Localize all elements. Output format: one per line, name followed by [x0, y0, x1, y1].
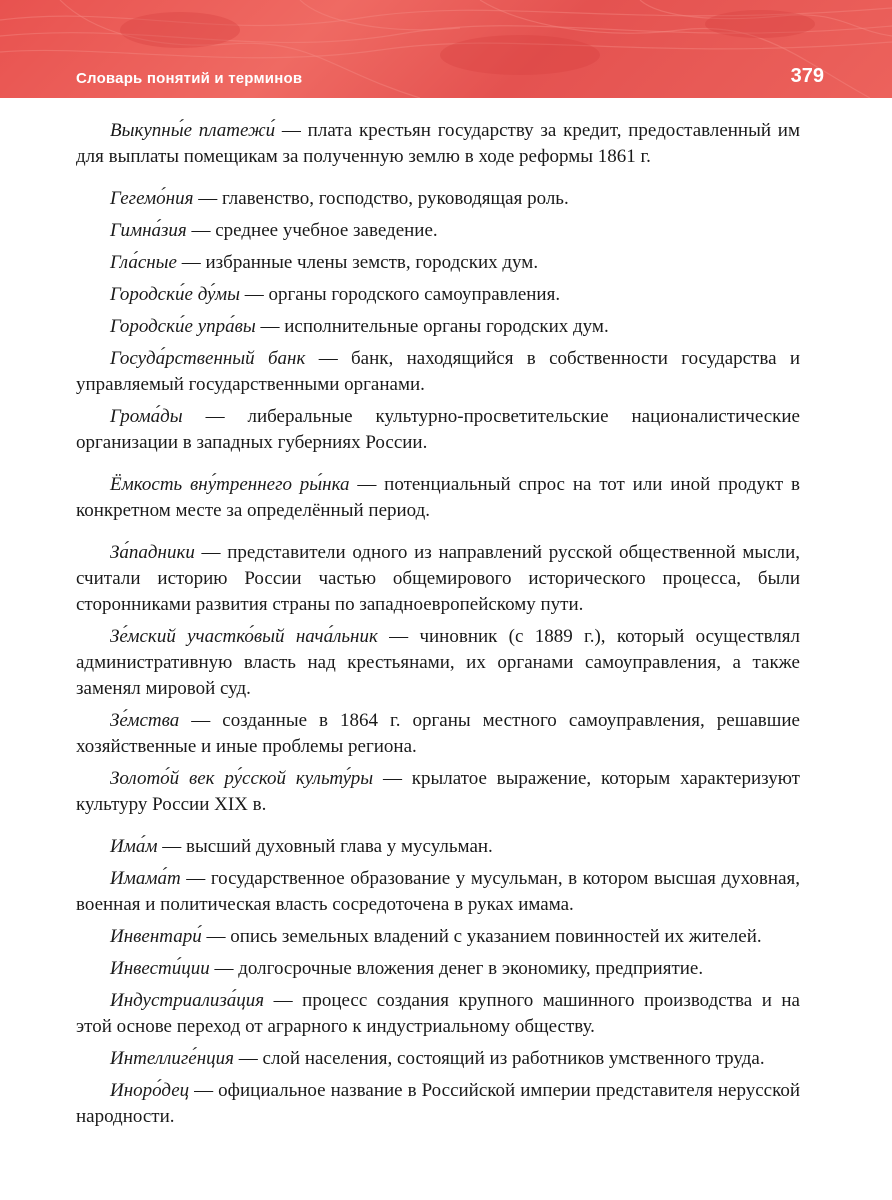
entry-definition: — главенство, господство, руководящая роль. [193, 188, 569, 209]
section-title: Словарь понятий и терминов [76, 70, 303, 87]
entry-definition: — органы городского самоуправления. [240, 284, 561, 305]
entry-definition: — либеральные культурно-просветительские националистические организации в западных губерниях России. [76, 406, 800, 453]
entry-term: Госуда́рственный банк [110, 348, 306, 369]
entry-term: Гегемо́ния [110, 188, 194, 209]
entry-definition: — государственное образование у мусульман, в котором высшая духовная, военная и политическая власть сосредоточена в руках имама. [76, 868, 800, 915]
glossary-entry [76, 250, 800, 276]
glossary-content [76, 118, 800, 1136]
entry-term: Зе́мства [110, 710, 180, 731]
glossary-entry [76, 540, 800, 618]
entry-term: Золото́й век ру́сской культу́ры [110, 768, 374, 789]
entry-term: Выкупны́е платежи́ [110, 120, 276, 141]
entry-term: Грома́ды [110, 406, 183, 427]
glossary-entry [76, 956, 800, 982]
entry-term: Има́м [110, 836, 158, 857]
glossary-entry [76, 1078, 800, 1130]
entry-term: Городски́е ду́мы [110, 284, 241, 305]
entry-definition: — высший духовный глава у мусульман. [157, 836, 493, 857]
entry-definition: — чиновник (с 1889 г.), который осуществлял административную власть над крестьянами, их органами самоуправления, а также заменял мировой суд. [76, 626, 800, 699]
glossary-entry [76, 218, 800, 244]
entry-definition: — долгосрочные вложения денег в экономику, предприятие. [209, 958, 704, 979]
entry-definition: — официальное название в Российской империи представителя нерусской народности. [76, 1080, 800, 1127]
entry-term: Инвентари́ [110, 926, 202, 947]
entry-definition: — исполнительные органы городских дум. [255, 316, 609, 337]
glossary-entry [76, 1046, 800, 1072]
entry-term: Инвести́ции [110, 958, 210, 979]
glossary-entry [76, 866, 800, 918]
entry-definition: — представители одного из направлений русской общественной мысли, считали историю России частью общемирового исторического процесса, были сторонниками развития страны по западноевропейскому пути. [76, 542, 800, 615]
entry-term: Иноро́дец [110, 1080, 190, 1101]
entry-definition: — процесс создания крупного машинного производства и на этой основе переход от аграрного к индустриальному обществу. [76, 990, 800, 1037]
entry-term: Индустриализа́ция [110, 990, 265, 1011]
glossary-entry [76, 404, 800, 456]
entry-term: Гимна́зия [110, 220, 187, 241]
glossary-entry [76, 346, 800, 398]
entry-definition: — потенциальный спрос на тот или иной продукт в конкретном месте за определённый период. [76, 474, 800, 521]
entry-term: Ёмкость вну́треннего ры́нка [110, 474, 350, 495]
page-number: 379 [790, 65, 824, 87]
entry-definition: — плата крестьян государству за кредит, предоставленный им для выплаты помещикам за полученную землю в ходе реформы 1861 г. [76, 120, 800, 167]
entry-definition: — банк, находящийся в собственности государства и управляемый государственными органами. [76, 348, 801, 395]
entry-definition: — созданные в 1864 г. органы местного самоуправления, решавшие хозяйственные и иные проблемы региона. [76, 710, 800, 757]
glossary-entry [76, 186, 800, 212]
entry-definition: — избранные члены земств, городских дум. [176, 252, 539, 273]
entry-term: Городски́е упра́вы [110, 316, 256, 337]
glossary-entry [76, 924, 800, 950]
entry-term: За́падники [110, 542, 195, 563]
entry-term: Интеллиге́нция [110, 1048, 235, 1069]
glossary-entry [76, 624, 800, 702]
glossary-entry [76, 834, 800, 860]
entry-term: Гла́сные [110, 252, 177, 273]
entry-term: Имама́т [110, 868, 181, 889]
glossary-entry [76, 282, 800, 308]
glossary-entry [76, 472, 800, 524]
glossary-entry [76, 988, 800, 1040]
glossary-entry [76, 314, 800, 340]
glossary-entry [76, 118, 800, 170]
page-header [0, 0, 892, 98]
entry-term: Зе́мский участко́вый нача́льник [110, 626, 378, 647]
glossary-entry [76, 766, 800, 818]
glossary-entry [76, 708, 800, 760]
entry-definition: — среднее учебное заведение. [186, 220, 438, 241]
entry-definition: — крылатое выражение, которым характеризуют культуру России XIX в. [76, 768, 800, 815]
entry-definition: — слой населения, состоящий из работников умственного труда. [234, 1048, 765, 1069]
entry-definition: — опись земельных владений с указанием повинностей их жителей. [201, 926, 762, 947]
